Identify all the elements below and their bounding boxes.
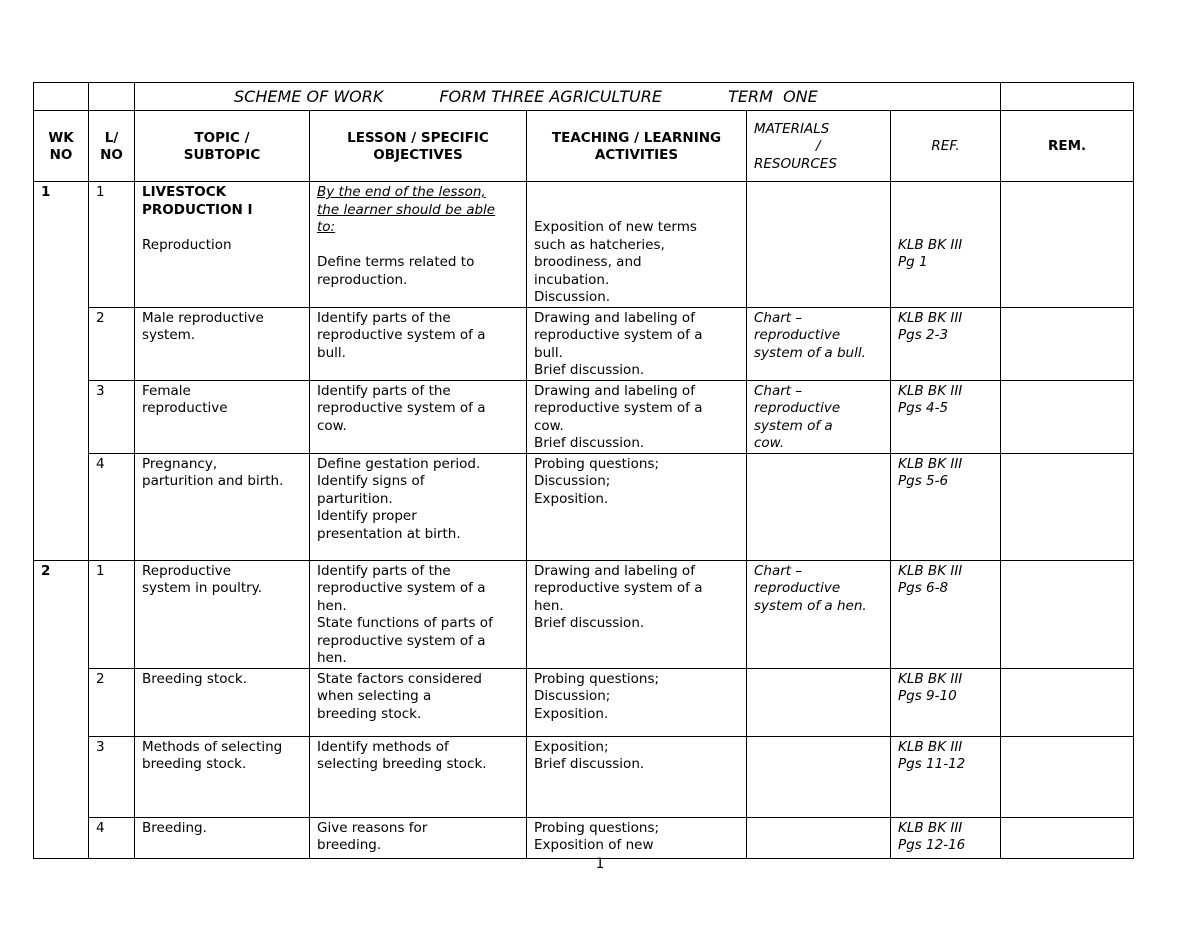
cell-ref: KLB BK III Pgs 6-8: [891, 560, 1001, 668]
cell-materials: [747, 453, 891, 560]
header-objectives: LESSON / SPECIFIC OBJECTIVES: [310, 111, 527, 182]
table-row: [34, 307, 1134, 380]
header-ref: REF.: [891, 111, 1001, 182]
title-scheme: SCHEME OF WORK: [234, 86, 384, 106]
cell-ref: KLB BK III Pgs 5-6: [891, 453, 1001, 560]
table-row: [34, 453, 1134, 560]
cell-lesson-no: 4: [89, 817, 135, 858]
cell-remarks: [1001, 307, 1134, 380]
cell-lesson-no: 3: [89, 736, 135, 817]
cell-objectives: Give reasons for breeding.: [310, 817, 527, 858]
cell-objectives: Identify parts of the reproductive system of a hen. State functions of parts of reproductive system of a hen.: [310, 560, 527, 668]
cell-week: [34, 817, 89, 858]
table-row: [34, 668, 1134, 736]
table-row: [34, 817, 1134, 858]
cell-remarks: [1001, 817, 1134, 858]
cell-materials: [747, 736, 891, 817]
cell-remarks: [1001, 668, 1134, 736]
cell-lesson-no: 1: [89, 182, 135, 308]
scheme-of-work-table: [33, 82, 1134, 859]
cell-ref: KLB BK III Pgs 4-5: [891, 380, 1001, 453]
cell-ref: KLB BK III Pgs 9-10: [891, 668, 1001, 736]
cell-week: 1: [34, 182, 89, 308]
cell-materials: Chart – reproductive system of a bull.: [747, 307, 891, 380]
cell-week: [34, 736, 89, 817]
cell-materials: [747, 182, 891, 308]
cell-activities: Drawing and labeling of reproductive system of a bull. Brief discussion.: [527, 307, 747, 380]
cell-remarks: [1001, 380, 1134, 453]
cell-objectives: Identify parts of the reproductive system of a cow.: [310, 380, 527, 453]
cell-topic: Methods of selecting breeding stock.: [135, 736, 310, 817]
cell-activities: Drawing and labeling of reproductive system of a cow. Brief discussion.: [527, 380, 747, 453]
header-rem: REM.: [1001, 111, 1134, 182]
cell-materials: Chart – reproductive system of a cow.: [747, 380, 891, 453]
cell-activities: Probing questions; Discussion; Exposition.: [527, 668, 747, 736]
cell-remarks: [1001, 736, 1134, 817]
cell-week: 2: [34, 560, 89, 668]
cell-lesson-no: 4: [89, 453, 135, 560]
cell-remarks: [1001, 453, 1134, 560]
cell-week: [34, 453, 89, 560]
cell-week: [34, 307, 89, 380]
cell-activities: Drawing and labeling of reproductive system of a hen. Brief discussion.: [527, 560, 747, 668]
cell-topic: Breeding stock.: [135, 668, 310, 736]
cell-objectives: State factors considered when selecting a breeding stock.: [310, 668, 527, 736]
cell-objectives: Identify methods of selecting breeding stock.: [310, 736, 527, 817]
cell-activities: Probing questions; Exposition of new: [527, 817, 747, 858]
title-form: FORM THREE AGRICULTURE: [439, 86, 662, 106]
page-number: 1: [595, 856, 605, 872]
cell-ref: KLB BK III Pgs 12-16: [891, 817, 1001, 858]
cell-activities: Exposition of new terms such as hatcheries, broodiness, and incubation. Discussion.: [527, 182, 747, 308]
table-row: [34, 560, 1134, 668]
header-topic: TOPIC / SUBTOPIC: [135, 111, 310, 182]
cell-remarks: [1001, 560, 1134, 668]
cell-materials: [747, 817, 891, 858]
table-row: [34, 736, 1134, 817]
cell-ref: KLB BK III Pg 1: [891, 182, 1001, 308]
cell-ref: KLB BK III Pgs 11-12: [891, 736, 1001, 817]
cell-activities: Probing questions; Discussion; Exposition.: [527, 453, 747, 560]
cell-materials: Chart – reproductive system of a hen.: [747, 560, 891, 668]
header-materials: MATERIALS / RESOURCES: [747, 111, 891, 182]
title-term: TERM ONE: [728, 86, 818, 106]
cell-week: [34, 668, 89, 736]
header-wk: WK NO: [34, 111, 89, 182]
title-row: [34, 83, 1134, 111]
cell-topic: Pregnancy, parturition and birth.: [135, 453, 310, 560]
cell-objectives: Define gestation period. Identify signs of parturition. Identify proper presentation at birth.: [310, 453, 527, 560]
cell-remarks: [1001, 182, 1134, 308]
cell-objectives: By the end of the lesson, the learner should be able to: Define terms related to reproduction.: [310, 182, 527, 308]
cell-lesson-no: 2: [89, 668, 135, 736]
cell-ref: KLB BK III Pgs 2-3: [891, 307, 1001, 380]
cell-topic: Reproductive system in poultry.: [135, 560, 310, 668]
cell-activities: Exposition; Brief discussion.: [527, 736, 747, 817]
table-row: [34, 182, 1134, 308]
cell-topic: Breeding.: [135, 817, 310, 858]
cell-lesson-no: 1: [89, 560, 135, 668]
cell-week: [34, 380, 89, 453]
cell-lesson-no: 2: [89, 307, 135, 380]
table-row: [34, 380, 1134, 453]
cell-topic: Male reproductive system.: [135, 307, 310, 380]
cell-topic: LIVESTOCK PRODUCTION I Reproduction: [135, 182, 310, 308]
cell-topic: Female reproductive: [135, 380, 310, 453]
header-lno: L/ NO: [89, 111, 135, 182]
cell-materials: [747, 668, 891, 736]
cell-objectives: Identify parts of the reproductive system of a bull.: [310, 307, 527, 380]
header-row: [34, 111, 1134, 182]
header-activities: TEACHING / LEARNING ACTIVITIES: [527, 111, 747, 182]
document-title: [135, 83, 1001, 111]
cell-lesson-no: 3: [89, 380, 135, 453]
